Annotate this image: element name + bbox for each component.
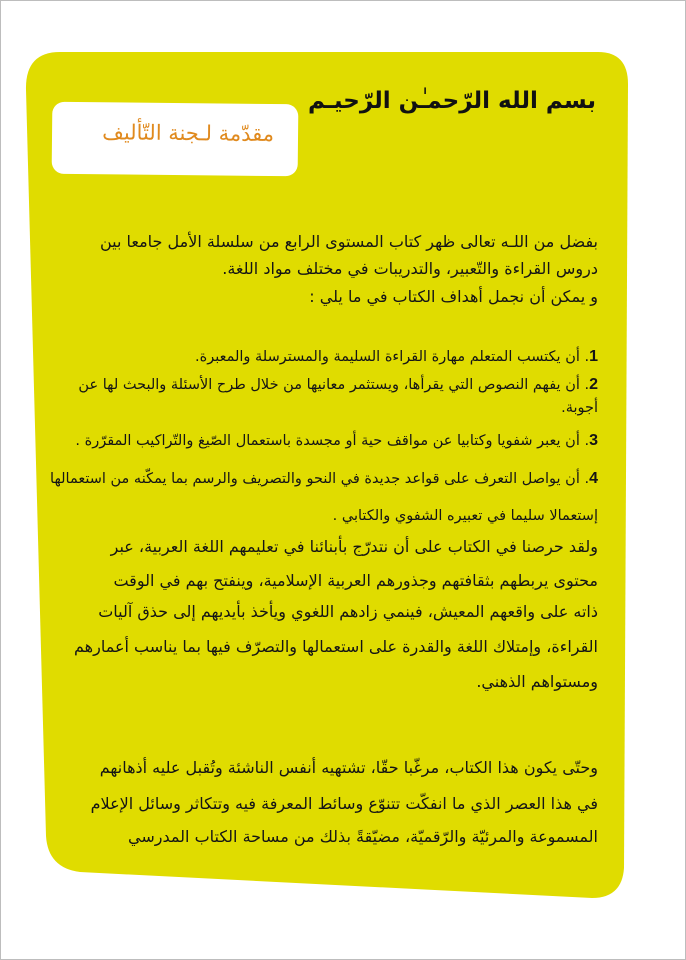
goal-text: . أن يفهم النصوص التي يقرأها، ويستثمر معانيها من خلال طرح الأسئلة والبحث لها عن <box>78 377 590 393</box>
paragraph-line: ومستواهم الذهني. <box>476 672 598 691</box>
goal-number: 1 <box>589 348 598 365</box>
paragraph-line: في هذا العصر الذي ما انفكّت تتنوّع وسائط المعرفة فيه وتتكاثر وسائل الإعلام <box>90 794 598 813</box>
paragraph-line: ذاته على واقعهم المعيش، فينمي زادهم اللغوي ويأخذ بأيديهم إلى حذق آليات <box>98 602 598 621</box>
section-title-badge <box>52 102 299 177</box>
goal-text: . أن يواصل التعرف على قواعد جديدة في النحو والتصريف والرسم بما يمكّنه من استعمالها <box>50 471 590 487</box>
goal-number: 3 <box>589 432 598 449</box>
section-title: مقدّمة لـجنة التّأليف <box>102 120 275 147</box>
goal-item-continued: إستعمالا سليما في تعبيره الشفوي والكتابي . <box>332 508 598 524</box>
paragraph-line: المسموعة والمرئيّة والرّقميّة، مضيّقةً بذلك من مساحة الكتاب المدرسي <box>128 827 598 846</box>
goal-item <box>78 376 598 394</box>
intro-line: دروس القراءة والتّعبير، والتدريبات في مختلف مواد اللغة. <box>222 259 598 278</box>
paragraph-line: محتوى يربطهم بثقافتهم وجذورهم العربية الإسلامية، وينفتح بهم في الوقت <box>113 571 598 590</box>
goal-item <box>195 348 598 366</box>
goal-item-continued: أجوبة. <box>561 400 598 416</box>
intro-line: بفضل من اللـه تعالى ظهر كتاب المستوى الرابع من سلسلة الأمل جامعا بين <box>99 232 598 251</box>
paragraph-line: القراءة، وإمتلاك اللغة والقدرة على استعمالها والتصرّف فيها بما يناسب أعمارهم <box>74 637 598 656</box>
goal-text: . أن يكتسب المتعلم مهارة القراءة السليمة والمسترسلة والمعبرة. <box>195 349 590 365</box>
goal-item <box>75 432 598 450</box>
goal-number: 4 <box>589 470 598 487</box>
paragraph-line: وحتّى يكون هذا الكتاب، مرغّبا حقّا، تشتهيه أنفس الناشئة وتُقبل عليه أذهانهم <box>99 758 598 777</box>
goal-item <box>50 470 598 488</box>
paragraph-line: ولقد حرصنا في الكتاب على أن نتدرّج بأبنائنا في تعليمهم اللغة العربية، عبر <box>110 537 598 556</box>
basmala-heading: بسم الله الرّحمـٰن الرّحيـم <box>307 88 596 114</box>
goal-number: 2 <box>589 376 598 393</box>
intro-line: و يمكن أن نجمل أهداف الكتاب في ما يلي : <box>309 287 598 306</box>
goal-text: . أن يعبر شفويا وكتابيا عن مواقف حية أو مجسدة باستعمال الصّيغ والتّراكيب المقرّرة . <box>75 433 590 449</box>
